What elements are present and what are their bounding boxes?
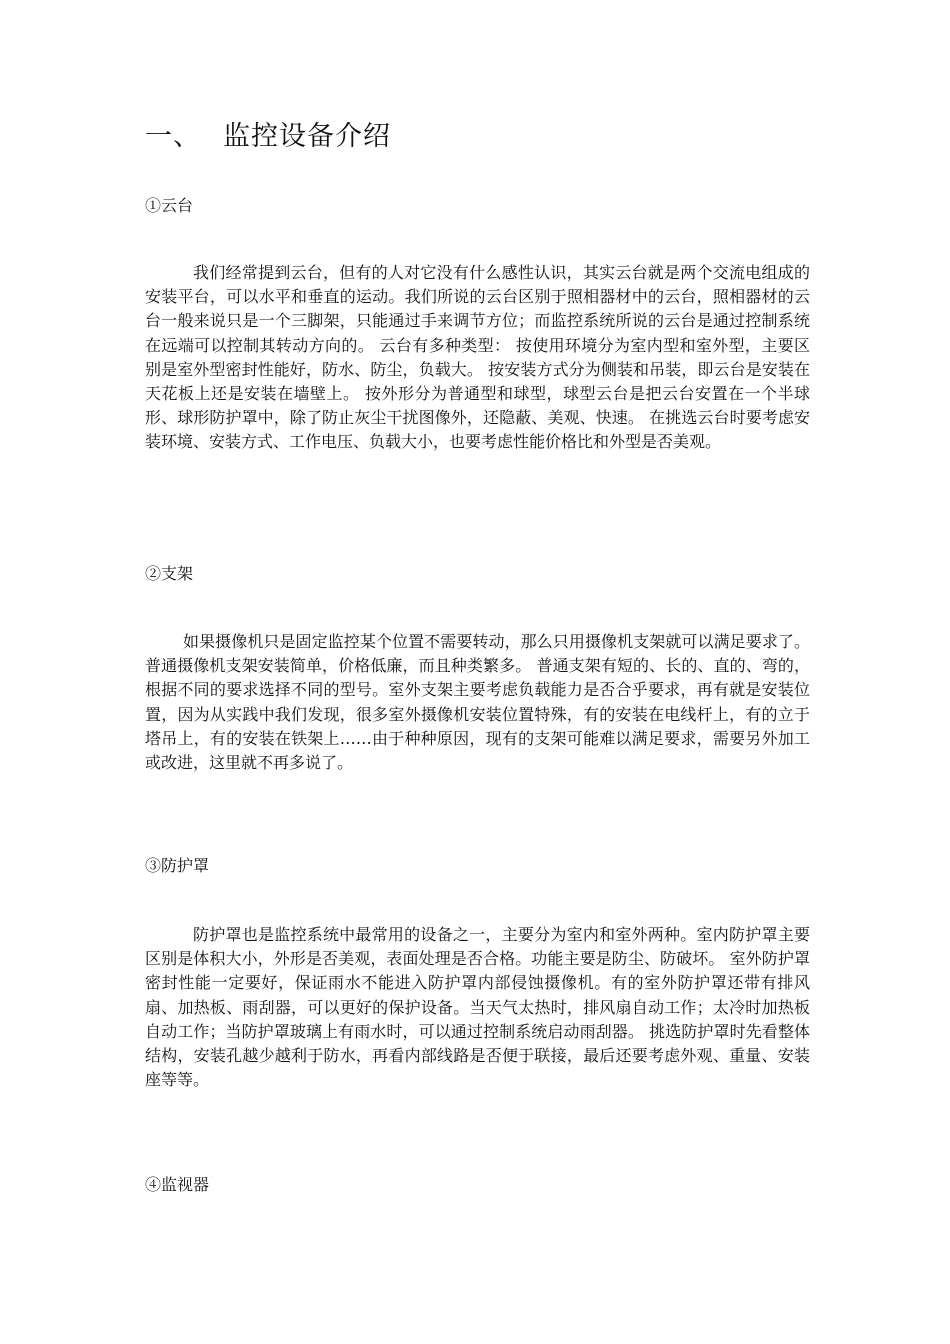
section-heading-pan-tilt: ①云台 — [145, 196, 194, 215]
title-text: 监控设备介绍 — [223, 121, 391, 152]
section-body-pan-tilt: 我们经常提到云台，但有的人对它没有什么感性认识，其实云台就是两个交流电组成的安装平台，可以水平和垂直的运动。我们所说的云台区别于照相器材中的云台，照相器材的云台一般来说只是一个三脚架，只能通过手来调节方位；而监控系统所说的云台是通过控制系统在远端可以控制其转动方向的。 云台有多种类型： 按使用环境分为室内型和室外型，主要区别是室外型密封性能好，防水、防尘，负载大。 按安装方式分为侧装和吊装，即云台是安装在天花板上还是安装在墙壁上。 按外形分为普通型和球型，球型云台是把云台安置在一个半球形、球形防护罩中，除了防止灰尘干扰图像外，还隐蔽、美观、快速。 在挑选云台时要考虑安装环境、安装方式、工作电压、负载大小，也要考虑性能价格比和外型是否美观。 — [145, 263, 810, 452]
section-body-housing: 防护罩也是监控系统中最常用的设备之一，主要分为室内和室外两种。室内防护罩主要区别是体积大小，外形是否美观，表面处理是否合格。功能主要是防尘、防破坏。 室外防护罩密封性能一定要好，保证雨水不能进入防护罩内部侵蚀摄像机。有的室外防护罩还带有排风扇、加热板、雨刮器，可以更好的保护设备。当天气太热时，排风扇自动工作；太冷时加热板自动工作；当防护罩玻璃上有雨水时，可以通过控制系统启动雨刮器。 挑选防护罩时先看整体结构，安装孔越少越利于防水，再看内部线路是否便于联接，最后还要考虑外观、重量、安装座等等。 — [145, 925, 810, 1090]
section-heading-bracket: ②支架 — [145, 564, 194, 583]
section-heading-monitor: ④监视器 — [145, 1175, 210, 1194]
section-heading-housing: ③防护罩 — [145, 856, 210, 875]
section-body-bracket: 如果摄像机只是固定监控某个位置不需要转动，那么只用摄像机支架就可以满足要求了。普通摄像机支架安装简单，价格低廉，而且种类繁多。 普通支架有短的、长的、直的、弯的，根据不同的要求选择不同的型号。室外支架主要考虑负载能力是否合乎要求，再有就是安装位置，因为从实践中我们发现，很多室外摄像机安装位置特殊，有的安装在电线杆上，有的立于塔吊上，有的安装在铁架上……由于种种原因，现有的支架可能难以满足要求，需要另外加工或改进，这里就不再多说了。 — [145, 632, 810, 773]
document-title — [145, 114, 391, 153]
title-number: 一、 — [145, 121, 201, 152]
